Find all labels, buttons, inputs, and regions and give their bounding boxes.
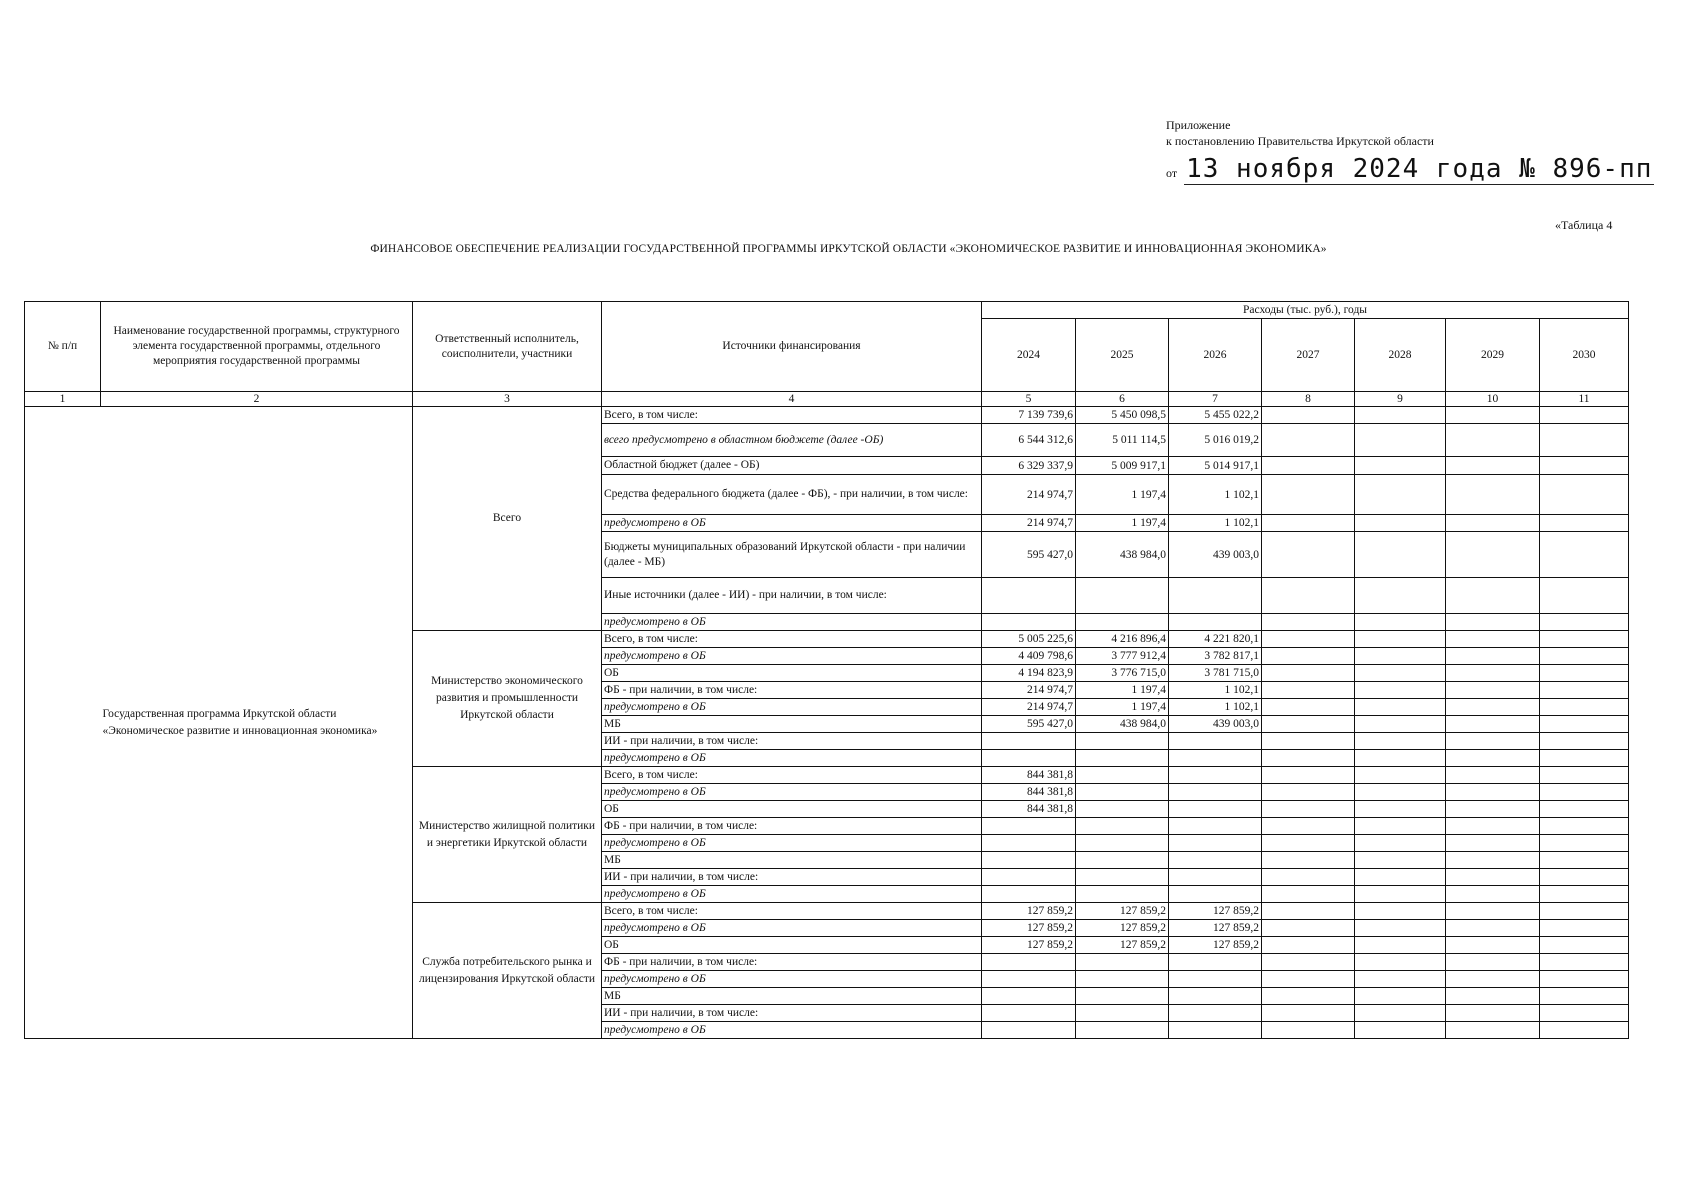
- value-cell: [1169, 1005, 1262, 1022]
- value-cell: [1446, 682, 1540, 699]
- value-cell: [1262, 407, 1355, 424]
- source-cell: ОБ: [602, 801, 982, 818]
- value-cell: 214 974,7: [982, 475, 1076, 515]
- column-number: 3: [413, 392, 602, 407]
- col-header-expenses: Расходы (тыс. руб.), годы: [982, 302, 1629, 319]
- column-number: 2: [101, 392, 413, 407]
- order-prefix: от: [1166, 166, 1178, 180]
- value-cell: [1540, 665, 1629, 682]
- value-cell: [1262, 457, 1355, 475]
- value-cell: [1262, 631, 1355, 648]
- value-cell: 214 974,7: [982, 699, 1076, 716]
- value-cell: 439 003,0: [1169, 532, 1262, 578]
- value-cell: [1262, 818, 1355, 835]
- col-header-year: 2028: [1355, 319, 1446, 392]
- col-header-source: Источники финансирования: [602, 302, 982, 392]
- value-cell: [1076, 869, 1169, 886]
- value-cell: [1446, 578, 1540, 614]
- value-cell: [1169, 1022, 1262, 1039]
- value-cell: [1355, 457, 1446, 475]
- value-cell: [1446, 515, 1540, 532]
- value-cell: 595 427,0: [982, 716, 1076, 733]
- value-cell: [1446, 988, 1540, 1005]
- source-cell: Всего, в том числе:: [602, 631, 982, 648]
- value-cell: [982, 818, 1076, 835]
- value-cell: [1355, 920, 1446, 937]
- value-cell: 127 859,2: [1076, 903, 1169, 920]
- value-cell: [1262, 937, 1355, 954]
- value-cell: [1355, 750, 1446, 767]
- value-cell: [1262, 835, 1355, 852]
- source-cell: МБ: [602, 988, 982, 1005]
- value-cell: [982, 1022, 1076, 1039]
- value-cell: [1262, 971, 1355, 988]
- value-cell: [1446, 424, 1540, 457]
- value-cell: 438 984,0: [1076, 532, 1169, 578]
- value-cell: 3 776 715,0: [1076, 665, 1169, 682]
- value-cell: [1446, 818, 1540, 835]
- value-cell: [982, 852, 1076, 869]
- col-header-name: Наименование государственной программы, структурного элемента государственной программы, отдельного мероприятия государственной программы: [101, 302, 413, 392]
- value-cell: [1169, 835, 1262, 852]
- value-cell: 3 781 715,0: [1169, 665, 1262, 682]
- executor-cell: Министерство экономического развития и промышленности Иркутской области: [413, 631, 602, 767]
- value-cell: 3 777 912,4: [1076, 648, 1169, 665]
- value-cell: 127 859,2: [1076, 920, 1169, 937]
- value-cell: 1 102,1: [1169, 515, 1262, 532]
- value-cell: 5 014 917,1: [1169, 457, 1262, 475]
- value-cell: 214 974,7: [982, 515, 1076, 532]
- value-cell: [1540, 1005, 1629, 1022]
- value-cell: [1355, 835, 1446, 852]
- value-cell: 844 381,8: [982, 801, 1076, 818]
- value-cell: [1076, 767, 1169, 784]
- source-cell: Всего, в том числе:: [602, 407, 982, 424]
- source-cell: ИИ - при наличии, в том числе:: [602, 1005, 982, 1022]
- column-number: 10: [1446, 392, 1540, 407]
- value-cell: [1446, 733, 1540, 750]
- value-cell: [1169, 852, 1262, 869]
- col-header-year: 2029: [1446, 319, 1540, 392]
- value-cell: 1 102,1: [1169, 699, 1262, 716]
- value-cell: [1355, 631, 1446, 648]
- value-cell: 1 197,4: [1076, 475, 1169, 515]
- source-cell: предусмотрено в ОБ: [602, 614, 982, 631]
- value-cell: [1446, 614, 1540, 631]
- value-cell: [1262, 954, 1355, 971]
- value-cell: [1262, 614, 1355, 631]
- value-cell: 3 782 817,1: [1169, 648, 1262, 665]
- source-cell: ФБ - при наличии, в том числе:: [602, 818, 982, 835]
- value-cell: [1169, 784, 1262, 801]
- source-cell: ОБ: [602, 937, 982, 954]
- value-cell: [1446, 716, 1540, 733]
- value-cell: [1355, 648, 1446, 665]
- source-cell: ИИ - при наличии, в том числе:: [602, 733, 982, 750]
- column-number: 7: [1169, 392, 1262, 407]
- value-cell: [1446, 784, 1540, 801]
- value-cell: [1540, 784, 1629, 801]
- value-cell: [1355, 733, 1446, 750]
- value-cell: [1355, 937, 1446, 954]
- value-cell: [1169, 750, 1262, 767]
- column-number: 6: [1076, 392, 1169, 407]
- value-cell: [1540, 682, 1629, 699]
- value-cell: [1262, 1022, 1355, 1039]
- value-cell: [1540, 631, 1629, 648]
- value-cell: [1169, 818, 1262, 835]
- value-cell: 4 194 823,9: [982, 665, 1076, 682]
- value-cell: [982, 614, 1076, 631]
- value-cell: [1076, 971, 1169, 988]
- value-cell: [1540, 532, 1629, 578]
- value-cell: [1355, 784, 1446, 801]
- value-cell: [1446, 532, 1540, 578]
- value-cell: [1540, 971, 1629, 988]
- value-cell: [1355, 852, 1446, 869]
- column-number: 4: [602, 392, 982, 407]
- value-cell: 5 009 917,1: [1076, 457, 1169, 475]
- source-cell: Средства федерального бюджета (далее - ФБ), - при наличии, в том числе:: [602, 475, 982, 515]
- col-header-year: 2030: [1540, 319, 1629, 392]
- value-cell: [1446, 407, 1540, 424]
- value-cell: 439 003,0: [1169, 716, 1262, 733]
- value-cell: [982, 971, 1076, 988]
- source-cell: Областной бюджет (далее - ОБ): [602, 457, 982, 475]
- value-cell: [1355, 515, 1446, 532]
- value-cell: 127 859,2: [982, 903, 1076, 920]
- value-cell: [1446, 852, 1540, 869]
- source-cell: предусмотрено в ОБ: [602, 920, 982, 937]
- value-cell: [1540, 578, 1629, 614]
- value-cell: [1169, 869, 1262, 886]
- value-cell: [1540, 457, 1629, 475]
- source-cell: предусмотрено в ОБ: [602, 515, 982, 532]
- value-cell: [1540, 614, 1629, 631]
- value-cell: [1540, 767, 1629, 784]
- value-cell: [982, 733, 1076, 750]
- table-row: [25, 407, 1629, 424]
- executor-cell: Служба потребительского рынка и лицензирования Иркутской области: [413, 903, 602, 1039]
- value-cell: [982, 954, 1076, 971]
- value-cell: [1076, 852, 1169, 869]
- value-cell: [1169, 954, 1262, 971]
- value-cell: 127 859,2: [1169, 920, 1262, 937]
- source-cell: Всего, в том числе:: [602, 767, 982, 784]
- value-cell: [1355, 1005, 1446, 1022]
- value-cell: [1076, 733, 1169, 750]
- value-cell: [1446, 750, 1540, 767]
- value-cell: [1446, 920, 1540, 937]
- value-cell: [1076, 750, 1169, 767]
- order-stamp: 13 ноября 2024 года № 896-пп: [1186, 154, 1653, 184]
- value-cell: [982, 578, 1076, 614]
- value-cell: [982, 886, 1076, 903]
- source-cell: предусмотрено в ОБ: [602, 648, 982, 665]
- value-cell: [1262, 578, 1355, 614]
- value-cell: [1262, 1005, 1355, 1022]
- executor-cell: Всего: [413, 407, 602, 631]
- value-cell: [1076, 988, 1169, 1005]
- source-cell: предусмотрено в ОБ: [602, 886, 982, 903]
- value-cell: [1076, 1005, 1169, 1022]
- source-cell: предусмотрено в ОБ: [602, 784, 982, 801]
- value-cell: [1262, 988, 1355, 1005]
- value-cell: [1262, 869, 1355, 886]
- value-cell: 5 011 114,5: [1076, 424, 1169, 457]
- source-cell: МБ: [602, 852, 982, 869]
- value-cell: 4 216 896,4: [1076, 631, 1169, 648]
- value-cell: [1540, 407, 1629, 424]
- value-cell: [1169, 971, 1262, 988]
- source-cell: ОБ: [602, 665, 982, 682]
- value-cell: [1262, 682, 1355, 699]
- value-cell: [1355, 475, 1446, 515]
- value-cell: [1446, 869, 1540, 886]
- value-cell: [1262, 648, 1355, 665]
- value-cell: [1076, 784, 1169, 801]
- value-cell: [1355, 886, 1446, 903]
- value-cell: [1355, 801, 1446, 818]
- value-cell: [1540, 869, 1629, 886]
- value-cell: [1540, 733, 1629, 750]
- value-cell: [1540, 716, 1629, 733]
- value-cell: [1355, 614, 1446, 631]
- value-cell: [982, 988, 1076, 1005]
- value-cell: [1540, 903, 1629, 920]
- column-number-row: [25, 392, 1629, 407]
- value-cell: [1540, 424, 1629, 457]
- value-cell: 844 381,8: [982, 784, 1076, 801]
- value-cell: 127 859,2: [1169, 903, 1262, 920]
- value-cell: 6 329 337,9: [982, 457, 1076, 475]
- value-cell: [1262, 886, 1355, 903]
- value-cell: 844 381,8: [982, 767, 1076, 784]
- value-cell: [1169, 614, 1262, 631]
- value-cell: [1540, 852, 1629, 869]
- value-cell: [1355, 578, 1446, 614]
- value-cell: [1446, 835, 1540, 852]
- source-cell: предусмотрено в ОБ: [602, 971, 982, 988]
- value-cell: [1446, 954, 1540, 971]
- value-cell: [1355, 682, 1446, 699]
- value-cell: [1355, 407, 1446, 424]
- value-cell: [982, 869, 1076, 886]
- column-number: 9: [1355, 392, 1446, 407]
- value-cell: [1355, 954, 1446, 971]
- value-cell: [1355, 1022, 1446, 1039]
- col-header-executor: Ответственный исполнитель, соисполнители, участники: [413, 302, 602, 392]
- source-cell: предусмотрено в ОБ: [602, 835, 982, 852]
- value-cell: [1355, 767, 1446, 784]
- financing-table-body: [25, 407, 1629, 1039]
- col-header-num: № п/п: [25, 302, 101, 392]
- value-cell: 4 221 820,1: [1169, 631, 1262, 648]
- value-cell: [1540, 515, 1629, 532]
- value-cell: 1 102,1: [1169, 475, 1262, 515]
- financing-table: [24, 301, 1629, 1039]
- value-cell: [1169, 767, 1262, 784]
- source-cell: Иные источники (далее - ИИ) - при наличии, в том числе:: [602, 578, 982, 614]
- value-cell: [1446, 801, 1540, 818]
- source-cell: МБ: [602, 716, 982, 733]
- value-cell: 1 197,4: [1076, 699, 1169, 716]
- value-cell: 438 984,0: [1076, 716, 1169, 733]
- value-cell: 4 409 798,6: [982, 648, 1076, 665]
- col-header-year: 2025: [1076, 319, 1169, 392]
- value-cell: [1446, 699, 1540, 716]
- value-cell: 1 197,4: [1076, 515, 1169, 532]
- value-cell: [1076, 835, 1169, 852]
- value-cell: [1262, 903, 1355, 920]
- table-label: «Таблица 4: [1555, 218, 1613, 232]
- value-cell: [1355, 818, 1446, 835]
- value-cell: [1169, 886, 1262, 903]
- value-cell: 5 005 225,6: [982, 631, 1076, 648]
- executor-cell: Министерство жилищной политики и энергетики Иркутской области: [413, 767, 602, 903]
- value-cell: [1355, 532, 1446, 578]
- value-cell: 127 859,2: [982, 920, 1076, 937]
- order-line: [1166, 154, 1654, 184]
- value-cell: 127 859,2: [1076, 937, 1169, 954]
- value-cell: 7 139 739,6: [982, 407, 1076, 424]
- value-cell: [1540, 475, 1629, 515]
- value-cell: [982, 1005, 1076, 1022]
- value-cell: [1169, 988, 1262, 1005]
- col-header-year: 2024: [982, 319, 1076, 392]
- source-cell: всего предусмотрено в областном бюджете (далее -ОБ): [602, 424, 982, 457]
- row-number-cell: [25, 407, 101, 1039]
- value-cell: [1262, 920, 1355, 937]
- column-number: 5: [982, 392, 1076, 407]
- value-cell: [1169, 801, 1262, 818]
- value-cell: [1355, 699, 1446, 716]
- value-cell: [1262, 424, 1355, 457]
- value-cell: [1446, 1022, 1540, 1039]
- value-cell: [1446, 475, 1540, 515]
- value-cell: [1446, 631, 1540, 648]
- source-cell: Всего, в том числе:: [602, 903, 982, 920]
- column-number: 8: [1262, 392, 1355, 407]
- source-cell: Бюджеты муниципальных образований Иркутской области - при наличии (далее - МБ): [602, 532, 982, 578]
- appendix-label: Приложение: [1166, 118, 1231, 132]
- value-cell: [1540, 988, 1629, 1005]
- value-cell: [1540, 648, 1629, 665]
- value-cell: [1540, 920, 1629, 937]
- value-cell: 127 859,2: [1169, 937, 1262, 954]
- source-cell: ФБ - при наличии, в том числе:: [602, 954, 982, 971]
- value-cell: [1355, 716, 1446, 733]
- value-cell: [1540, 937, 1629, 954]
- value-cell: [1076, 818, 1169, 835]
- value-cell: [1076, 886, 1169, 903]
- value-cell: [1446, 937, 1540, 954]
- source-cell: ИИ - при наличии, в том числе:: [602, 869, 982, 886]
- value-cell: [1169, 733, 1262, 750]
- value-cell: [1262, 852, 1355, 869]
- value-cell: 1 197,4: [1076, 682, 1169, 699]
- col-header-year: 2026: [1169, 319, 1262, 392]
- value-cell: 6 544 312,6: [982, 424, 1076, 457]
- program-name-cell: Государственная программа Иркутской области «Экономическое развитие и инновационная экономика»: [101, 407, 413, 1039]
- value-cell: 1 102,1: [1169, 682, 1262, 699]
- value-cell: [1446, 886, 1540, 903]
- value-cell: [1262, 767, 1355, 784]
- column-number: 1: [25, 392, 101, 407]
- value-cell: [1446, 648, 1540, 665]
- value-cell: 127 859,2: [982, 937, 1076, 954]
- value-cell: [1262, 475, 1355, 515]
- source-cell: ФБ - при наличии, в том числе:: [602, 682, 982, 699]
- value-cell: [1540, 1022, 1629, 1039]
- value-cell: [1262, 733, 1355, 750]
- value-cell: [1355, 665, 1446, 682]
- source-cell: предусмотрено в ОБ: [602, 1022, 982, 1039]
- appendix-header: [1166, 117, 1434, 149]
- value-cell: [1355, 424, 1446, 457]
- value-cell: [1446, 665, 1540, 682]
- value-cell: [982, 750, 1076, 767]
- value-cell: [1355, 988, 1446, 1005]
- value-cell: [1446, 971, 1540, 988]
- value-cell: [1169, 578, 1262, 614]
- value-cell: [1446, 1005, 1540, 1022]
- value-cell: 5 450 098,5: [1076, 407, 1169, 424]
- value-cell: [1262, 532, 1355, 578]
- value-cell: [982, 835, 1076, 852]
- value-cell: [1446, 457, 1540, 475]
- value-cell: [1355, 869, 1446, 886]
- value-cell: [1262, 750, 1355, 767]
- value-cell: [1540, 801, 1629, 818]
- value-cell: 214 974,7: [982, 682, 1076, 699]
- value-cell: [1540, 886, 1629, 903]
- value-cell: [1076, 1022, 1169, 1039]
- value-cell: 595 427,0: [982, 532, 1076, 578]
- value-cell: 5 016 019,2: [1169, 424, 1262, 457]
- value-cell: [1355, 903, 1446, 920]
- value-cell: [1540, 750, 1629, 767]
- value-cell: [1262, 801, 1355, 818]
- column-number: 11: [1540, 392, 1629, 407]
- value-cell: [1076, 578, 1169, 614]
- source-cell: предусмотрено в ОБ: [602, 699, 982, 716]
- col-header-year: 2027: [1262, 319, 1355, 392]
- value-cell: [1076, 801, 1169, 818]
- value-cell: [1446, 903, 1540, 920]
- value-cell: [1540, 699, 1629, 716]
- value-cell: [1262, 784, 1355, 801]
- document-title: ФИНАНСОВОЕ ОБЕСПЕЧЕНИЕ РЕАЛИЗАЦИИ ГОСУДАРСТВЕННОЙ ПРОГРАММЫ ИРКУТСКОЙ ОБЛАСТИ «ЭКОНОМИЧЕСКОЕ РАЗВИТИЕ И ИННОВАЦИОННАЯ ЭКОНОМИКА»: [370, 243, 1327, 255]
- value-cell: [1446, 767, 1540, 784]
- source-cell: предусмотрено в ОБ: [602, 750, 982, 767]
- value-cell: [1355, 971, 1446, 988]
- value-cell: [1076, 614, 1169, 631]
- value-cell: [1540, 954, 1629, 971]
- value-cell: [1076, 954, 1169, 971]
- value-cell: [1262, 716, 1355, 733]
- resolution-label: к постановлению Правительства Иркутской области: [1166, 134, 1434, 148]
- value-cell: [1262, 515, 1355, 532]
- value-cell: [1262, 699, 1355, 716]
- value-cell: [1540, 818, 1629, 835]
- value-cell: 5 455 022,2: [1169, 407, 1262, 424]
- value-cell: [1540, 835, 1629, 852]
- value-cell: [1262, 665, 1355, 682]
